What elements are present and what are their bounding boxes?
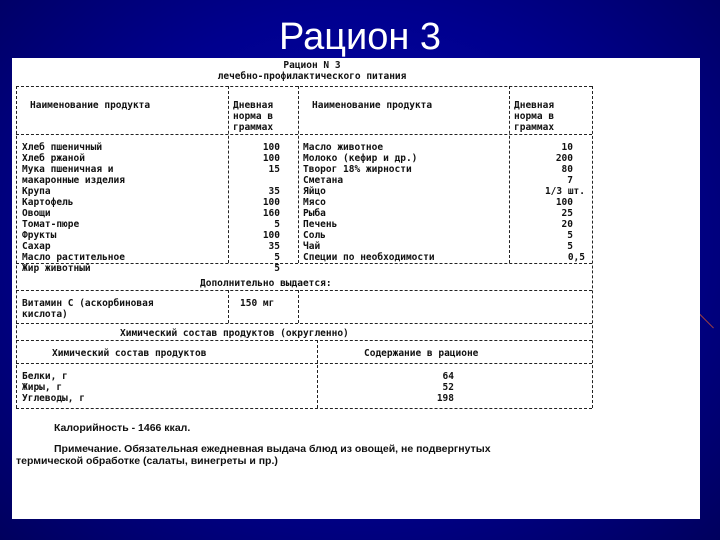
header-product-left: Наименование продукта — [30, 100, 151, 111]
chemical-row-value: 198 — [436, 393, 454, 404]
header-daily-left-1: Дневная — [233, 100, 274, 111]
additional-item-value: 150 мг — [240, 298, 275, 309]
left-item-value: 100 — [262, 153, 280, 164]
right-item-value: 5 — [567, 241, 573, 252]
right-item-name: Сметана — [303, 175, 344, 186]
rule-items-end — [16, 263, 592, 264]
additional-heading: Дополнительно выдается: — [200, 278, 332, 289]
calories-text: Калорийность - 1466 ккал. — [54, 422, 191, 434]
header-product-right: Наименование продукта — [312, 100, 433, 111]
chemical-row-value: 52 — [442, 382, 454, 393]
right-item-value: 25 — [561, 208, 573, 219]
decorative-line — [698, 312, 714, 328]
left-item-name: Фрукты — [22, 230, 57, 241]
rule-header — [16, 134, 592, 135]
additional-item-line1: Витамин С (аскорбиновая — [22, 298, 154, 309]
col-divider-2 — [298, 86, 299, 263]
left-item-name: Сахар — [22, 241, 51, 252]
left-item-value: 100 — [262, 197, 280, 208]
additional-item-line2: кислота) — [22, 309, 68, 320]
rule-top — [16, 86, 592, 87]
left-item-name: Масло растительное — [22, 252, 125, 263]
left-item-name: Овощи — [22, 208, 51, 219]
left-item-name: Хлеб пшеничный — [22, 142, 103, 153]
header-daily-left-2: норма в — [233, 111, 274, 122]
add-divider-2 — [298, 290, 299, 323]
header-daily-right-3: граммах — [514, 122, 555, 133]
right-item-name: Мясо — [303, 197, 326, 208]
left-item-name: Хлеб ржаной — [22, 153, 85, 164]
document-subtitle: лечебно-профилактического питания — [217, 71, 407, 82]
chemical-col1-header: Химический состав продуктов — [52, 348, 207, 359]
chemical-heading: Химический состав продуктов (округленно) — [120, 328, 349, 339]
left-item-value: 35 — [268, 186, 280, 197]
document-title: Рацион N 3 — [283, 60, 341, 71]
right-item-name: Творог 18% жирности — [303, 164, 412, 175]
rule-chem-heading — [16, 340, 592, 341]
right-item-value: 10 — [561, 142, 573, 153]
right-item-name: Соль — [303, 230, 326, 241]
chemical-row-value: 64 — [442, 371, 454, 382]
right-item-name: Масло животное — [303, 142, 384, 153]
add-divider-1 — [228, 290, 229, 323]
border-right — [592, 86, 593, 408]
left-item-name: Томат-пюре — [22, 219, 80, 230]
chemical-row-name: Жиры, г — [22, 382, 63, 393]
right-item-name: Печень — [303, 219, 338, 230]
left-item-name: макаронные изделия — [22, 175, 125, 186]
right-item-value: 100 — [555, 197, 573, 208]
chemical-col2-header: Содержание в рационе — [364, 348, 479, 359]
border-left — [16, 86, 17, 408]
right-item-value: 0,5 — [567, 252, 585, 263]
rule-chem-header — [16, 363, 592, 364]
left-item-value: 5 — [274, 219, 280, 230]
left-item-name: Крупа — [22, 186, 51, 197]
right-item-value: 1/3 шт. — [544, 186, 585, 197]
slide-title: Рацион 3 — [278, 16, 442, 58]
left-item-value: 5 — [274, 252, 280, 263]
chemical-row-name: Белки, г — [22, 371, 68, 382]
right-item-value: 7 — [567, 175, 573, 186]
right-item-value: 80 — [561, 164, 573, 175]
left-item-value: 100 — [262, 230, 280, 241]
right-item-name: Рыба — [303, 208, 326, 219]
note-line2: термической обработке (салаты, винегреты и пр.) — [16, 455, 278, 467]
right-item-value: 5 — [567, 230, 573, 241]
rule-bottom — [16, 408, 592, 409]
left-item-value: 100 — [262, 142, 280, 153]
header-daily-right-2: норма в — [514, 111, 555, 122]
ration-document — [12, 58, 700, 519]
right-item-name: Молоко (кефир и др.) — [303, 153, 418, 164]
note-line1: Примечание. Обязательная ежедневная выдача блюд из овощей, не подвергнутых — [54, 443, 491, 455]
left-item-name: Мука пшеничная и — [22, 164, 114, 175]
chem-divider — [317, 340, 318, 408]
rule-additional — [16, 290, 592, 291]
chemical-row-name: Углеводы, г — [22, 393, 85, 404]
left-item-name: Жир животный — [22, 263, 91, 274]
left-item-value: 160 — [262, 208, 280, 219]
left-item-value: 15 — [268, 164, 280, 175]
header-daily-right-1: Дневная — [514, 100, 555, 111]
left-item-name: Картофель — [22, 197, 74, 208]
right-item-name: Чай — [303, 241, 321, 252]
left-item-value: 5 — [274, 263, 280, 274]
right-item-value: 200 — [555, 153, 573, 164]
right-item-name: Яйцо — [303, 186, 326, 197]
right-item-name: Специи по необходимости — [303, 252, 435, 263]
header-daily-left-3: граммах — [233, 122, 274, 133]
left-item-value: 35 — [268, 241, 280, 252]
rule-additional-end — [16, 323, 592, 324]
right-item-value: 20 — [561, 219, 573, 230]
